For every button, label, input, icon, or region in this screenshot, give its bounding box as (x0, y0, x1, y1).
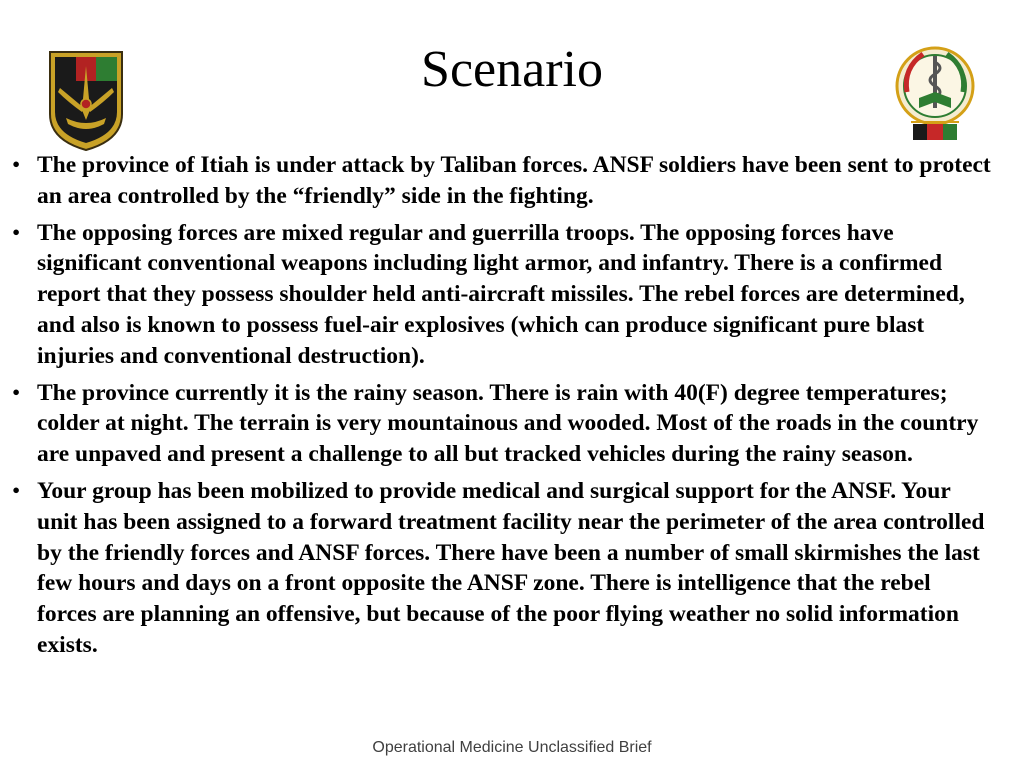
bullet-list (0, 150, 1024, 667)
medical-emblem-icon (893, 40, 977, 144)
bullet-marker: • (12, 219, 21, 246)
bullet-item (0, 378, 1024, 470)
bullet-item (0, 218, 1024, 372)
page-title: Scenario (421, 41, 603, 98)
bullet-marker: • (12, 477, 21, 504)
bullet-marker: • (12, 152, 21, 178)
bullet-marker: • (12, 379, 21, 406)
footer-text: Operational Medicine Unclassified Brief (372, 739, 652, 756)
bullet-item (0, 476, 1024, 661)
bullet-item (0, 150, 1024, 212)
bullet-text: The opposing forces are mixed regular and guerrilla troops. The opposing forces have significant conventional weapons including light armor, and infantry. There is a confirmed report that they possess shoulder held anti-aircraft missiles. The rebel forces are determined, and also is known to possess fuel-air explosives (which can produce significant pure blast injuries and conventional destruction). (37, 219, 965, 369)
bullet-text: The province currently it is the rainy season. There is rain with 40(F) degree temperatures; colder at night. The terrain is very mountainous and wooded. Most of the roads in the country are unpaved and present a challenge to all but tracked vehicles during the rainy season. (37, 379, 979, 468)
bullet-text: Your group has been mobilized to provide medical and surgical support for the ANSF. Your unit has been assigned to a forward treatment facility near the perimeter of the area controlled by the friendly forces and ANSF forces. There have been a number of small skirmishes the last few hours and days on a front opposite the ANSF zone. There is intelligence that the rebel forces are planning an offensive, but because of the poor flying weather no solid information exists. (37, 477, 985, 658)
bullet-text: The province of Itiah is under attack by Taliban forces. ANSF soldiers have been sent to protect an area controlled by the “friendly” side in the fighting. (37, 152, 991, 209)
